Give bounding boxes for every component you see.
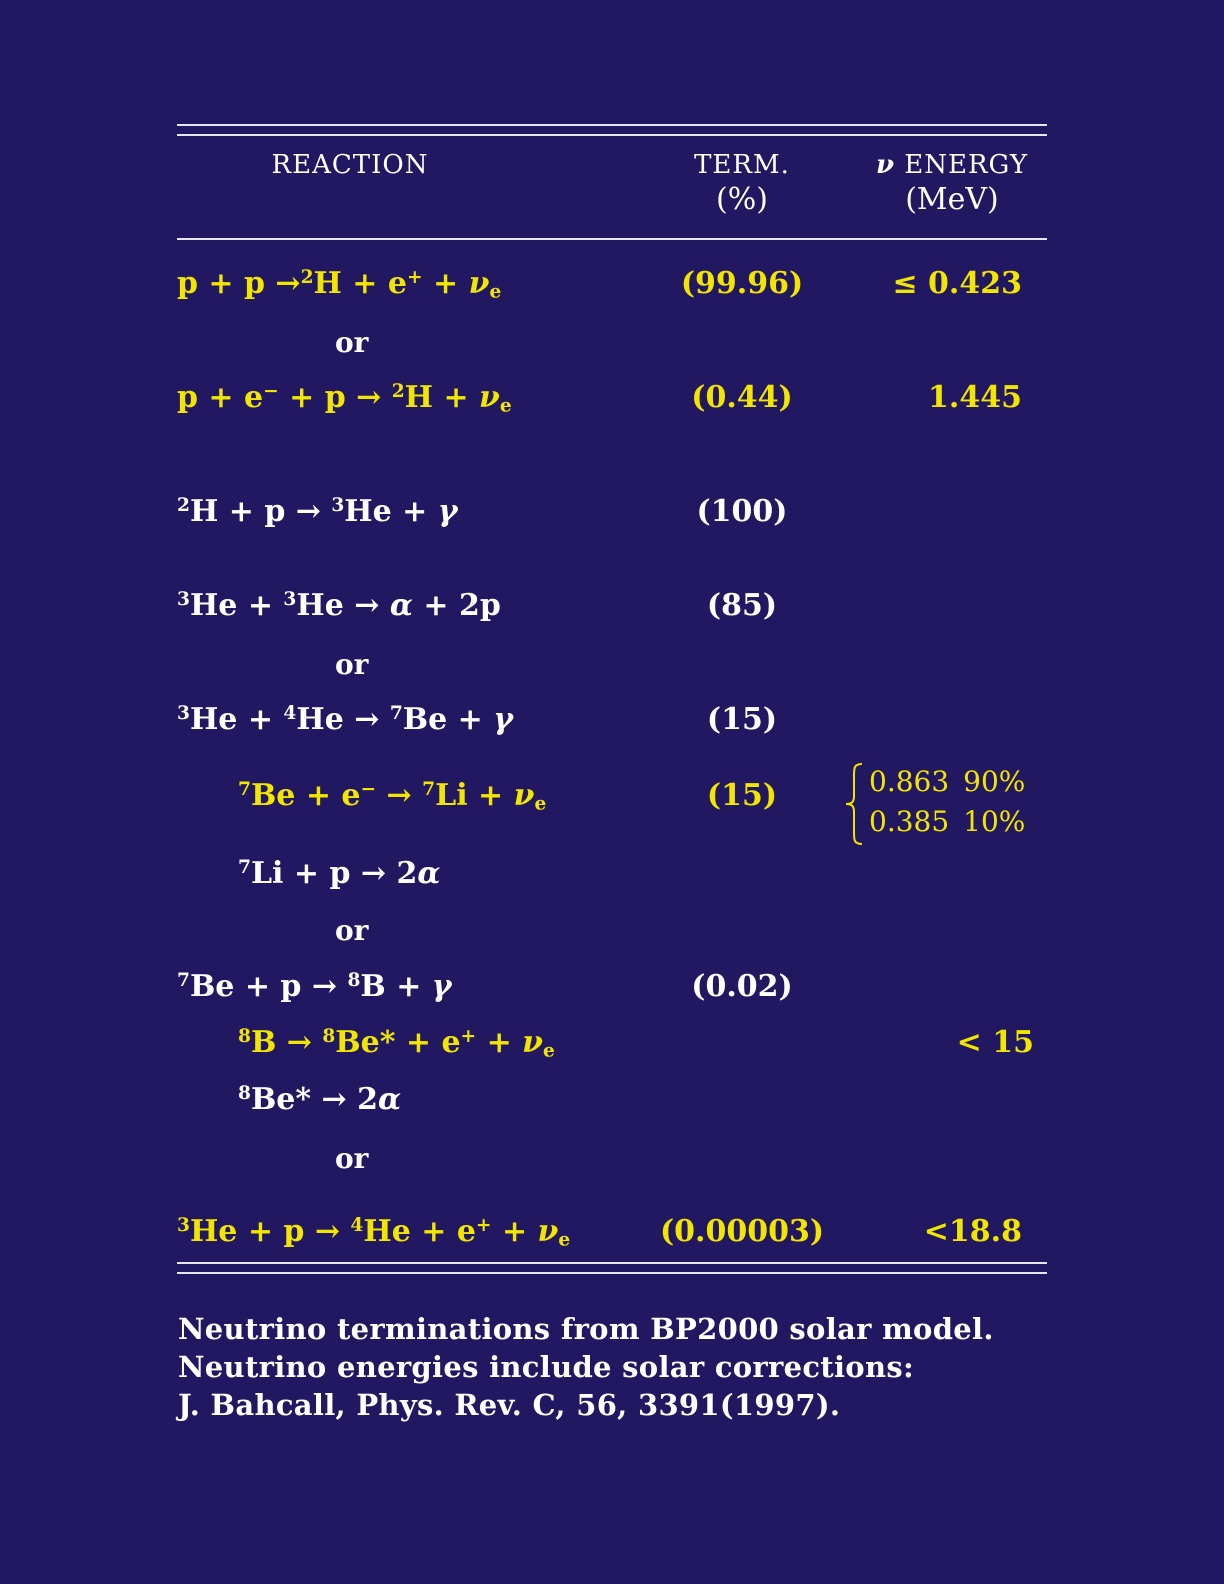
row-he3-he4 (0, 702, 1224, 746)
term-d-p: (100) (696, 494, 788, 529)
term-pep: (0.44) (691, 380, 793, 415)
be7-line-2-value: 0.385 (869, 805, 950, 838)
header-energy (852, 150, 1052, 180)
energy-hep: <18.8 (923, 1214, 1022, 1249)
energy-pep: 1.445 (928, 380, 1022, 415)
caption (178, 1310, 994, 1424)
term-be7-p: (0.02) (691, 969, 793, 1004)
caption-line-3: J. Bahcall, Phys. Rev. C, 56, 3391(1997). (178, 1388, 841, 1422)
term-pp: (99.96) (680, 266, 804, 301)
or-3: or (335, 914, 369, 947)
reaction-he3-he3: $^3$He + $^3$He → α + 2p (177, 588, 501, 623)
energy-pp: ≤ 0.423 (892, 266, 1022, 301)
caption-line-2: Neutrino energies include solar corrections: (178, 1350, 914, 1384)
reaction-pep: $p + e^- + p \to ^2H + \nu_e$ (177, 380, 512, 417)
be7-line-2 (869, 802, 1025, 842)
term-be7-ec: (15) (706, 778, 778, 813)
row-pp (0, 266, 1224, 310)
term-he3-he4: (15) (706, 702, 778, 737)
bottom-rule-1 (177, 1262, 1047, 1264)
reaction-b8: $^8B \to ^8Be* + e^+ + \nu_e$ (238, 1025, 555, 1062)
reaction-d-p: $^2$H + p → $^3$He + γ (177, 494, 458, 529)
reaction-be8: $^8$Be* → 2α (238, 1082, 402, 1117)
reaction-li7-p: $^7$Li + p → 2α (238, 856, 441, 891)
reaction-hep: $^3He + p \to ^4He + e^+ + \nu_e$ (177, 1214, 571, 1251)
reaction-be7-p: $^7$Be + p → $^8$B + γ (177, 969, 452, 1004)
brace-icon (842, 762, 866, 846)
bottom-rule-2 (177, 1272, 1047, 1274)
reaction-be7-ec: $^7Be + e^- \to ^7Li + \nu_e$ (238, 778, 547, 815)
nu-symbol: ν (875, 150, 895, 180)
header-energy-unit: (MeV) (905, 182, 999, 217)
caption-line-1: Neutrino terminations from BP2000 solar model. (178, 1312, 994, 1346)
row-be7-p (0, 969, 1224, 1013)
row-li7-p (0, 856, 1224, 900)
be7-line-1-value: 0.863 (869, 765, 950, 798)
header-rule (177, 238, 1047, 240)
header-reaction: REACTION (271, 150, 429, 180)
be7-line-2-pct: 10% (963, 805, 1026, 838)
be7-line-1 (869, 762, 1025, 802)
header-term: TERM. (694, 150, 790, 180)
energy-b8: < 15 (956, 1025, 1034, 1060)
reaction-he3-he4: $^3$He + $^4$He → $^7$Be + γ (177, 702, 514, 737)
term-he3-he3: (85) (706, 588, 778, 623)
or-4: or (335, 1142, 369, 1175)
row-hep (0, 1214, 1224, 1258)
row-d-p (0, 494, 1224, 538)
header-term-unit: (%) (716, 182, 768, 217)
row-be7-ec (0, 778, 1224, 822)
top-rule-2 (177, 134, 1047, 136)
be7-line-1-pct: 90% (963, 765, 1026, 798)
term-hep: (0.00003) (659, 1214, 825, 1249)
row-he3-he3 (0, 588, 1224, 632)
row-be8 (0, 1082, 1224, 1126)
row-b8 (0, 1025, 1224, 1069)
top-rule-1 (177, 124, 1047, 126)
reaction-pp: $p + p \to^2H + e^+ + \nu_e$ (177, 266, 502, 303)
or-1: or (335, 326, 369, 359)
row-pep (0, 380, 1224, 424)
header-energy-label: ENERGY (904, 150, 1029, 180)
or-2: or (335, 648, 369, 681)
